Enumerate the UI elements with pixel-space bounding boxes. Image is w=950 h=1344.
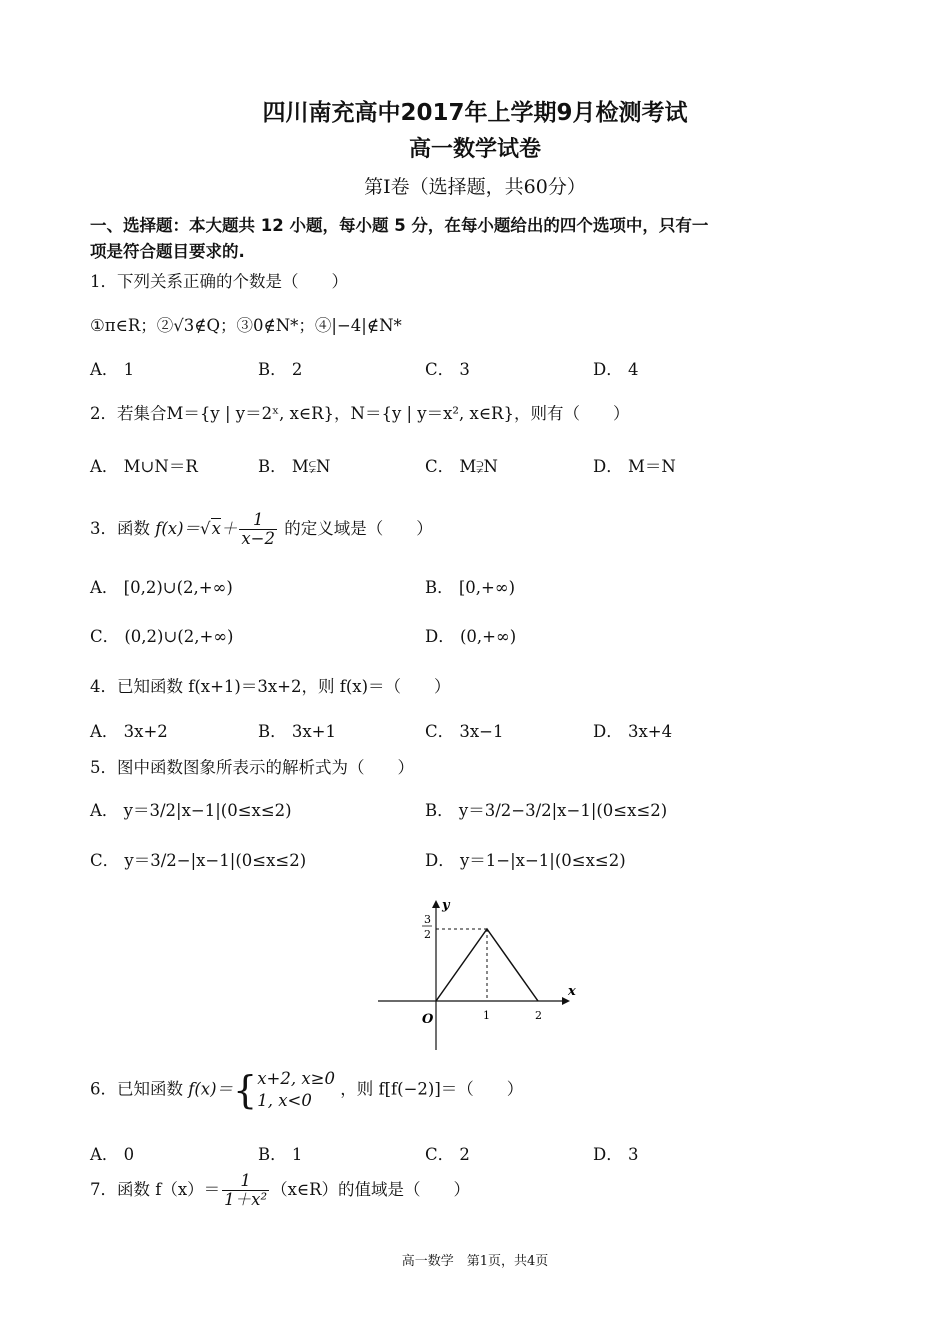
- x-tick-2: 2: [535, 1009, 542, 1022]
- q6-option-b: B． 1: [258, 1145, 303, 1164]
- q6-cases: [257, 1068, 335, 1112]
- q6-option-c: C． 2: [425, 1145, 470, 1164]
- y-tick-numerator: 3: [424, 913, 431, 926]
- x-tick-1: 1: [483, 1009, 490, 1022]
- q3-option-c: C． (0,2)∪(2,+∞): [90, 627, 234, 646]
- q2-stem: 2．若集合M＝{y | y＝2ˣ, x∈R}，N＝{y | y＝x², x∈R}，则有（ ）: [90, 404, 630, 423]
- y-axis-arrow: [432, 900, 440, 908]
- q6-option-d: D． 3: [593, 1145, 639, 1164]
- q4-option-a: A． 3x+2: [90, 722, 168, 741]
- q6-stem-pre: 6．已知函数: [90, 1079, 183, 1099]
- q3-formula: f(x)＝√x＋ $\frac{1}{x-2}$: [155, 510, 276, 548]
- q6-brace: {: [233, 1068, 258, 1112]
- q4-option-c: C． 3x−1: [425, 722, 504, 741]
- q4-option-b: B． 3x+1: [258, 722, 336, 741]
- origin-label: O: [422, 1012, 434, 1027]
- q2-option-a: A． M∪N＝R: [90, 457, 198, 476]
- q7-stem: [90, 1172, 470, 1209]
- y-tick-denominator: 2: [424, 928, 431, 941]
- q6-stem: [90, 1068, 523, 1112]
- q5-option-b: B． y＝3/2−3/2|x−1|(0≤x≤2): [425, 801, 668, 820]
- q4-option-d: D． 3x+4: [593, 722, 673, 741]
- q3-option-b: B． [0,+∞): [425, 578, 516, 597]
- q5-option-d: D． y＝1−|x−1|(0≤x≤2): [425, 851, 626, 870]
- q1-option-b: B． 2: [258, 360, 303, 379]
- y-axis-label: y: [442, 898, 450, 913]
- q7-fraction: $\frac{1}{\text{1＋x²}}$: [224, 1171, 268, 1209]
- q3-stem-pre: 3．函数: [90, 519, 150, 538]
- q3-option-d: D． (0,+∞): [425, 627, 517, 646]
- q6-stem-post: ，则 f[f(−2)]＝（ ）: [340, 1079, 524, 1099]
- section-instruction-line1: 一、选择题：本大题共 12 小题，每小题 5 分，在每小题给出的四个选项中，只有一: [90, 216, 709, 235]
- q6-option-a: A． 0: [90, 1145, 135, 1164]
- x-axis-label: x: [568, 984, 576, 999]
- q7-stem-post: （x∈R）的值域是（ ）: [271, 1180, 471, 1199]
- q6-case-2: 1, x<0: [257, 1091, 312, 1110]
- q1-stem: 1．下列关系正确的个数是（ ）: [90, 272, 348, 291]
- q2-option-d: D． M＝N: [593, 457, 676, 476]
- q4-stem: 4．已知函数 f(x+1)＝3x+2，则 f(x)＝（ ）: [90, 677, 451, 696]
- exam-subtitle: 高一数学试卷: [408, 137, 541, 162]
- page-footer: 高一数学 第1页，共4页: [401, 1254, 549, 1269]
- part-heading: 第Ⅰ卷（选择题，共60分）: [364, 176, 586, 198]
- q1-option-d: D． 4: [593, 360, 639, 379]
- page-title: 四川南充高中2017年上学期9月检测考试: [262, 100, 688, 126]
- q5-option-a: A． y＝3/2|x−1|(0≤x≤2): [90, 801, 292, 820]
- q2-option-b: B． M⫋N: [258, 457, 331, 476]
- q3-stem-post: 的定义域是（ ）: [284, 519, 433, 538]
- q3-option-a: A． [0,2)∪(2,+∞): [90, 578, 233, 597]
- q1-items: ①π∈R；②√3∉Q；③0∉N*；④|−4|∉N*: [90, 316, 402, 335]
- q6-case-1: x+2, x≥0: [257, 1069, 335, 1088]
- section-instruction-line2: 项是符合题目要求的.: [90, 242, 245, 261]
- q2-option-c: C． M⫌N: [425, 457, 498, 476]
- q3-stem: [90, 511, 433, 548]
- q7-stem-pre: 7．函数 f（x）＝: [90, 1180, 221, 1199]
- q5-option-c: C． y＝3/2−|x−1|(0≤x≤2): [90, 851, 307, 870]
- q1-option-c: C． 3: [425, 360, 470, 379]
- q6-function-name: f(x)＝: [188, 1079, 234, 1099]
- function-graph: [370, 895, 580, 1055]
- q5-stem: 5．图中函数图象所表示的解析式为（ ）: [90, 758, 414, 777]
- q1-option-a: A． 1: [90, 360, 135, 379]
